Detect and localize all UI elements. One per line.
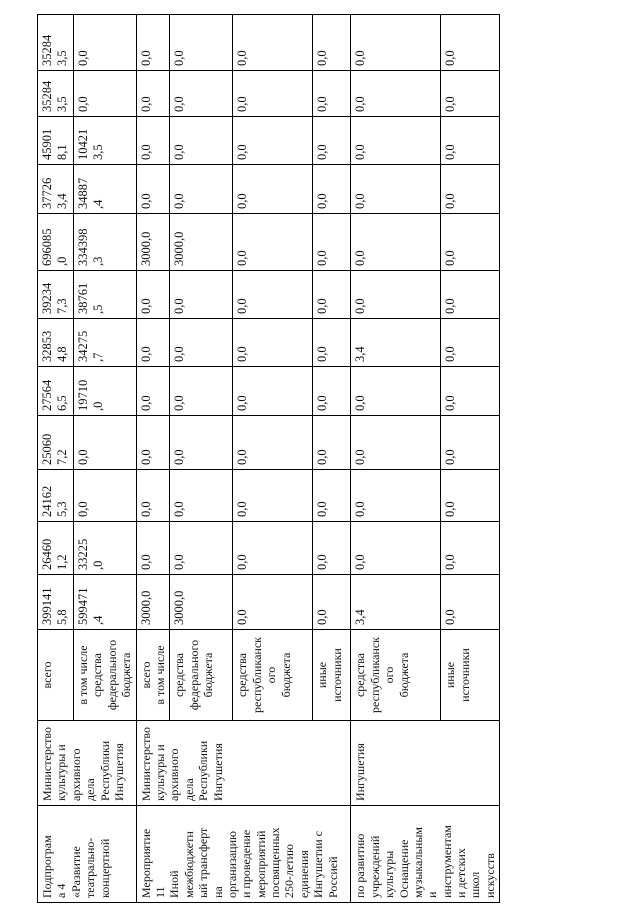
funding-source-line: источники — [329, 648, 344, 702]
amount-cell — [38, 271, 74, 319]
amount-line: 0,0 — [353, 501, 368, 517]
funding-source-line: средства — [90, 653, 105, 698]
amount-line: 26460 — [40, 538, 54, 570]
amount-line: 0,0 — [353, 96, 368, 112]
amount-cell — [351, 522, 441, 575]
amount-cell — [136, 416, 170, 470]
funding-source-cell — [351, 630, 441, 721]
funding-source-line: всего — [138, 661, 153, 689]
amount-line: 0,0 — [138, 96, 153, 112]
amount-cell — [170, 319, 233, 367]
executor-line: Ингушетия — [210, 743, 225, 801]
amount-line: 8,1 — [55, 144, 69, 160]
amount-line: 32853 — [40, 330, 54, 362]
amount-cell — [170, 117, 233, 165]
event-name-cell — [38, 806, 137, 903]
amount-cell — [136, 575, 170, 630]
amount-cell — [136, 214, 170, 271]
funding-source-line: бюджета — [278, 652, 293, 698]
executor-cell — [136, 721, 351, 806]
amount-cell — [441, 522, 500, 575]
amount-line: 0,0 — [235, 96, 250, 112]
event-name-line: культуры — [382, 850, 397, 898]
event-name-line: Подпрограм — [40, 835, 54, 898]
amount-line: 4,8 — [55, 346, 69, 362]
funding-source-cell — [38, 630, 74, 721]
amount-line: 3000,0 — [172, 590, 187, 625]
amount-cell — [74, 522, 137, 575]
event-name-line: Ингушетии с — [311, 831, 326, 898]
amount-line: 3000,0 — [172, 231, 187, 266]
amount-line: 10421 — [76, 128, 90, 160]
amount-line: 0,0 — [315, 50, 330, 66]
amount-line: 0,0 — [172, 298, 187, 314]
amount-line: 0,0 — [235, 449, 250, 465]
amount-line: 33225 — [76, 538, 90, 570]
amount-line: 0,0 — [353, 449, 368, 465]
amount-line: 25060 — [40, 433, 54, 465]
amount-cell — [38, 71, 74, 117]
amount-cell — [351, 575, 441, 630]
amount-line: 0,0 — [443, 144, 458, 160]
event-name-line: 11 — [152, 886, 167, 898]
amount-line: 0,0 — [443, 50, 458, 66]
amount-cell — [136, 71, 170, 117]
amount-cell — [351, 416, 441, 470]
funding-source-line: республиканск — [249, 637, 264, 713]
amount-line: ,4 — [91, 199, 105, 209]
amount-line: ,0 — [91, 560, 105, 570]
amount-cell — [351, 117, 441, 165]
amount-line: 1,2 — [55, 554, 69, 570]
event-name-line: и проведение — [239, 829, 254, 898]
amount-cell — [74, 416, 137, 470]
amount-cell — [38, 367, 74, 416]
amount-line: 34887 — [76, 177, 90, 209]
amount-cell — [38, 165, 74, 214]
amount-line: 0,0 — [76, 96, 90, 112]
executor-line: культуры и — [54, 744, 69, 801]
amount-cell — [441, 165, 500, 214]
amount-cell — [74, 71, 137, 117]
amount-line: 3,4 — [353, 346, 368, 362]
amount-line: 3,4 — [353, 609, 368, 625]
amount-line: 0,0 — [235, 298, 250, 314]
funding-source-line: средства — [172, 653, 187, 698]
event-name-line: инструментам — [439, 825, 454, 898]
amount-line: 19710 — [76, 379, 90, 411]
amount-cell — [170, 214, 233, 271]
amount-cell — [74, 575, 137, 630]
amount-cell — [233, 319, 313, 367]
amount-line: 0,0 — [443, 395, 458, 411]
amount-line: 34275 — [76, 330, 90, 362]
amount-cell — [313, 367, 351, 416]
table-row — [136, 15, 170, 903]
amount-cell — [233, 271, 313, 319]
amount-line: 0,0 — [235, 346, 250, 362]
amount-cell — [170, 416, 233, 470]
amount-line: 696085 — [40, 228, 54, 266]
amount-line: 0,0 — [315, 250, 330, 266]
amount-line: 24162 — [40, 485, 54, 517]
funding-source-line: всего — [40, 661, 54, 689]
event-name-line: мероприятий — [253, 830, 268, 898]
event-name-line: школ — [468, 871, 483, 898]
amount-line: 39234 — [40, 282, 54, 314]
funding-source-line: республиканск — [367, 637, 382, 713]
amount-line: 35284 — [40, 80, 54, 112]
amount-cell — [136, 15, 170, 71]
funding-source-line: средства — [353, 653, 368, 698]
funding-source-line: источники — [457, 648, 472, 702]
amount-line: 3000,0 — [138, 590, 153, 625]
event-name-line: а 4 — [54, 883, 69, 898]
amount-cell — [233, 165, 313, 214]
amount-cell — [170, 575, 233, 630]
amount-cell — [441, 15, 500, 71]
amount-cell — [38, 319, 74, 367]
amount-line: 0,0 — [76, 501, 90, 517]
funding-source-line: ого — [382, 666, 397, 684]
amount-line: 27564 — [40, 379, 54, 411]
event-name-line: Оснащение — [396, 839, 411, 898]
amount-cell — [351, 470, 441, 522]
amount-line: 3000,0 — [138, 231, 153, 266]
amount-line: 0,0 — [315, 144, 330, 160]
amount-line: ,0 — [91, 401, 105, 411]
amount-cell — [136, 271, 170, 319]
amount-cell — [233, 575, 313, 630]
amount-line: 0,0 — [443, 609, 458, 625]
amount-cell — [351, 214, 441, 271]
amount-line: 0,0 — [353, 193, 368, 209]
amount-cell — [136, 470, 170, 522]
event-name-line: концертной — [97, 838, 112, 898]
amount-cell — [233, 71, 313, 117]
amount-line: 0,0 — [76, 50, 90, 66]
amount-cell — [351, 71, 441, 117]
amount-cell — [170, 15, 233, 71]
executor-line: архивного дела — [167, 748, 196, 801]
amount-cell — [74, 367, 137, 416]
amount-cell — [136, 117, 170, 165]
amount-line: 0,0 — [443, 250, 458, 266]
amount-line: 0,0 — [138, 449, 153, 465]
amount-line: 3,4 — [55, 193, 69, 209]
executor-line: Ингушетия — [353, 743, 368, 801]
amount-line: 0,0 — [443, 298, 458, 314]
amount-cell — [233, 117, 313, 165]
amount-cell — [313, 575, 351, 630]
amount-line: 7,3 — [55, 298, 69, 314]
amount-line: 0,0 — [315, 346, 330, 362]
event-name-line: учреждений — [367, 835, 382, 898]
event-name-line: Иной — [167, 870, 182, 898]
amount-cell — [74, 319, 137, 367]
amount-cell — [313, 117, 351, 165]
amount-cell — [441, 214, 500, 271]
amount-line: 0,0 — [315, 449, 330, 465]
table-body — [38, 15, 500, 903]
funding-source-line: бюджета — [396, 652, 411, 698]
amount-line: 0,0 — [138, 50, 153, 66]
funding-source-line: иные — [443, 661, 458, 689]
amount-line: 3,5 — [55, 50, 69, 66]
executor-line: Министерство — [138, 727, 153, 801]
executor-line: культуры и — [152, 744, 167, 801]
amount-line: 0,0 — [235, 501, 250, 517]
amount-line: 0,0 — [138, 193, 153, 209]
event-name-line: по развитию — [353, 833, 368, 898]
amount-line: 0,0 — [76, 449, 90, 465]
event-name-line: театрально- — [83, 837, 98, 898]
funding-source-cell — [136, 630, 170, 721]
event-name-line: Россией — [325, 856, 340, 898]
event-name-line: и — [425, 891, 440, 898]
amount-cell — [74, 15, 137, 71]
amount-line: 0,0 — [172, 50, 187, 66]
event-name-cell — [351, 806, 500, 903]
amount-line: 5,8 — [55, 609, 69, 625]
amount-cell — [170, 470, 233, 522]
amount-line: 37726 — [40, 177, 54, 209]
amount-line: 0,0 — [235, 193, 250, 209]
amount-cell — [74, 271, 137, 319]
amount-line: 3,5 — [55, 96, 69, 112]
amount-line: 0,0 — [315, 501, 330, 517]
amount-line: 0,0 — [443, 554, 458, 570]
event-name-line: искусств — [482, 853, 497, 898]
amount-line: 0,0 — [138, 346, 153, 362]
amount-line: 3,5 — [91, 144, 105, 160]
event-name-line: межбюджетн — [181, 831, 196, 898]
amount-cell — [313, 214, 351, 271]
amount-line: 45901 — [40, 128, 54, 160]
executor-line: архивного дела — [68, 748, 98, 801]
amount-line: 599471 — [76, 587, 90, 625]
amount-line: 0,0 — [138, 501, 153, 517]
amount-cell — [233, 522, 313, 575]
amount-cell — [233, 15, 313, 71]
amount-line: 0,0 — [172, 501, 187, 517]
amount-line: 0,0 — [235, 50, 250, 66]
executor-cell — [38, 721, 137, 806]
amount-line: 0,0 — [315, 298, 330, 314]
funding-source-cell — [74, 630, 137, 721]
event-name-line: единения — [296, 850, 311, 898]
amount-line: 0,0 — [172, 554, 187, 570]
event-name-line: организацию — [224, 831, 239, 898]
table-row — [351, 15, 441, 903]
amount-line: 0,0 — [443, 501, 458, 517]
amount-cell — [170, 367, 233, 416]
amount-cell — [441, 117, 500, 165]
amount-line: 0,0 — [315, 96, 330, 112]
funding-source-cell — [441, 630, 500, 721]
amount-line: 0,0 — [235, 144, 250, 160]
amount-cell — [351, 367, 441, 416]
amount-line: 334398 — [76, 228, 90, 266]
amount-line: 0,0 — [443, 193, 458, 209]
amount-cell — [74, 165, 137, 214]
amount-line: 0,0 — [353, 298, 368, 314]
amount-cell — [38, 416, 74, 470]
amount-cell — [351, 319, 441, 367]
amount-cell — [441, 71, 500, 117]
amount-cell — [313, 71, 351, 117]
amount-cell — [351, 165, 441, 214]
funding-source-line: в том числе — [76, 645, 90, 705]
event-name-line: «Развитие — [68, 846, 83, 898]
amount-cell — [233, 214, 313, 271]
amount-line: 0,0 — [353, 144, 368, 160]
funding-source-line: бюджета — [201, 652, 216, 698]
amount-line: 0,0 — [353, 50, 368, 66]
executor-line: Министерство — [40, 727, 54, 801]
amount-cell — [441, 271, 500, 319]
funding-source-line: иные — [315, 661, 330, 689]
amount-cell — [38, 214, 74, 271]
executor-cell — [351, 721, 500, 806]
event-name-line: 250-летию — [282, 844, 297, 898]
amount-cell — [170, 71, 233, 117]
amount-cell — [136, 319, 170, 367]
amount-line: 0,0 — [172, 96, 187, 112]
amount-line: 399141 — [40, 587, 54, 625]
amount-cell — [441, 367, 500, 416]
event-name-line: на — [210, 886, 225, 898]
amount-cell — [441, 416, 500, 470]
amount-cell — [136, 522, 170, 575]
amount-cell — [441, 319, 500, 367]
amount-cell — [74, 470, 137, 522]
amount-line: 0,0 — [138, 298, 153, 314]
amount-line: ,4 — [91, 615, 105, 625]
amount-cell — [313, 470, 351, 522]
event-name-line: ый трансферт — [196, 827, 211, 898]
amount-cell — [441, 470, 500, 522]
amount-cell — [38, 117, 74, 165]
amount-cell — [170, 522, 233, 575]
amount-line: 7,2 — [55, 449, 69, 465]
amount-cell — [38, 470, 74, 522]
executor-line: Республики — [196, 740, 211, 801]
executor-line: Ингушетия — [111, 743, 126, 801]
amount-line: 35284 — [40, 34, 54, 66]
amount-cell — [313, 15, 351, 71]
amount-cell — [233, 470, 313, 522]
table-row — [38, 15, 74, 903]
amount-line: ,7 — [91, 352, 105, 362]
event-name-line: музыкальным — [410, 826, 425, 898]
amount-line: 0,0 — [172, 144, 187, 160]
amount-cell — [313, 522, 351, 575]
amount-line: 0,0 — [443, 96, 458, 112]
amount-cell — [233, 416, 313, 470]
amount-cell — [38, 522, 74, 575]
amount-cell — [136, 367, 170, 416]
amount-line: 0,0 — [315, 193, 330, 209]
amount-line: 0,0 — [315, 395, 330, 411]
amount-line: 6,5 — [55, 395, 69, 411]
amount-line: 0,0 — [172, 395, 187, 411]
amount-line: 0,0 — [353, 250, 368, 266]
amount-cell — [313, 271, 351, 319]
amount-line: 0,0 — [443, 449, 458, 465]
funding-source-cell — [313, 630, 351, 721]
amount-line: 0,0 — [353, 395, 368, 411]
amount-line: 38761 — [76, 282, 90, 314]
amount-cell — [170, 271, 233, 319]
funding-source-line: федерального — [104, 639, 119, 711]
amount-line: ,5 — [91, 304, 105, 314]
amount-cell — [233, 367, 313, 416]
amount-cell — [351, 15, 441, 71]
funding-source-line: федерального — [186, 639, 201, 711]
amount-line: 0,0 — [315, 609, 330, 625]
funding-source-line: ого — [264, 666, 279, 684]
amount-cell — [441, 575, 500, 630]
event-name-line: и детских — [454, 848, 469, 898]
amount-cell — [313, 319, 351, 367]
amount-line: 0,0 — [235, 609, 250, 625]
amount-line: 0,0 — [172, 193, 187, 209]
event-name-line: Мероприятие — [138, 828, 153, 898]
amount-line: 0,0 — [353, 554, 368, 570]
amount-line: 0,0 — [443, 346, 458, 362]
amount-line: 0,0 — [138, 144, 153, 160]
budget-table — [37, 14, 500, 903]
amount-cell — [38, 575, 74, 630]
amount-line: 0,0 — [315, 554, 330, 570]
amount-line: 0,0 — [235, 395, 250, 411]
amount-cell — [351, 271, 441, 319]
amount-line: 0,0 — [138, 554, 153, 570]
funding-source-cell — [170, 630, 233, 721]
amount-cell — [136, 165, 170, 214]
funding-source-line: в том числе — [152, 645, 167, 705]
amount-cell — [313, 165, 351, 214]
amount-line: ,0 — [55, 256, 69, 266]
funding-source-line: средства — [235, 653, 250, 698]
amount-line: 0,0 — [235, 554, 250, 570]
amount-line: 0,0 — [172, 449, 187, 465]
event-name-cell — [136, 806, 351, 903]
amount-cell — [74, 214, 137, 271]
amount-cell — [313, 416, 351, 470]
amount-cell — [38, 15, 74, 71]
amount-line: ,3 — [91, 256, 105, 266]
executor-line: Республики — [97, 740, 112, 801]
amount-cell — [170, 165, 233, 214]
amount-line: 0,0 — [172, 346, 187, 362]
funding-source-line: бюджета — [119, 652, 134, 698]
amount-line: 0,0 — [235, 250, 250, 266]
amount-line: 0,0 — [138, 395, 153, 411]
amount-cell — [74, 117, 137, 165]
amount-line: 5,3 — [55, 501, 69, 517]
event-name-line: посвященных — [268, 827, 283, 898]
funding-source-cell — [233, 630, 313, 721]
